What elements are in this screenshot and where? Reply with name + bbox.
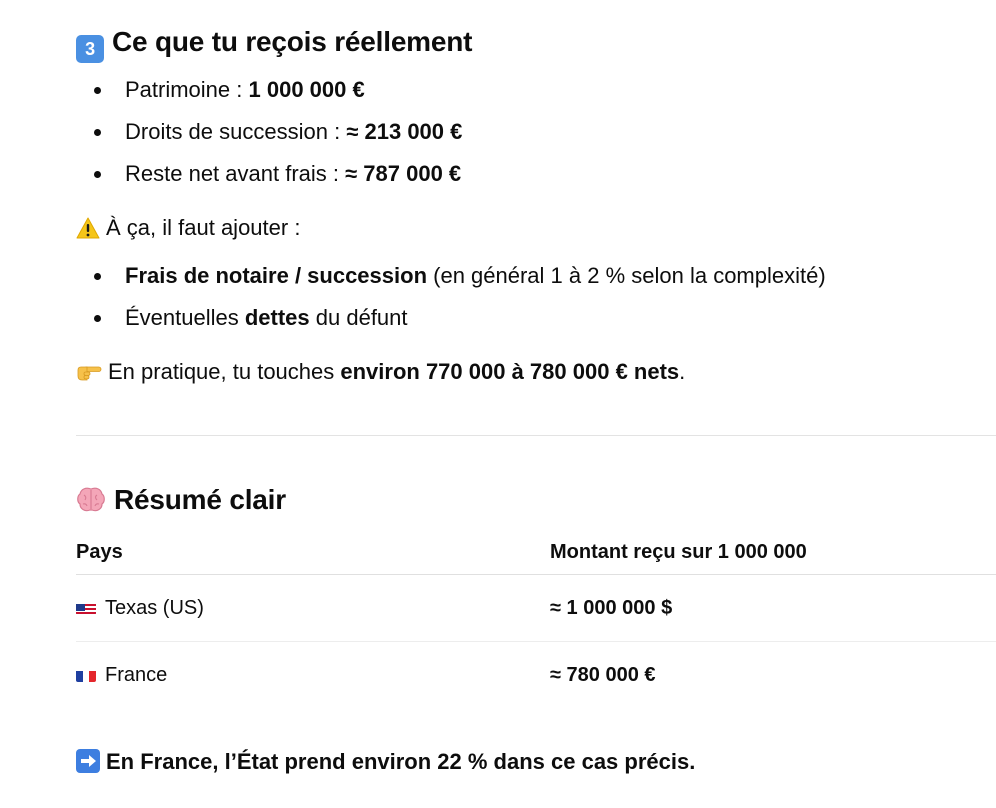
practice-paragraph: En pratique, tu touches environ 770 000 à 780 000 € nets.: [76, 356, 685, 392]
list-item: Reste net avant frais : ≈ 787 000 €: [76, 153, 462, 195]
list-item: Éventuelles dettes du défunt: [76, 297, 826, 339]
amount-value: ≈ 780 000 €: [550, 663, 656, 686]
fr-flag-icon: [76, 668, 96, 682]
amount-value: ≈ 1 000 000 $: [550, 596, 673, 619]
section-divider: [76, 435, 996, 436]
column-header-amount: Montant reçu sur 1 000 000: [550, 530, 996, 575]
right-arrow-icon: [76, 749, 100, 782]
table-header-row: [76, 530, 996, 575]
conclusion-paragraph: En France, l’État prend environ 22 % dans ce cas précis.: [76, 746, 695, 782]
additions-list: [76, 255, 826, 339]
amounts-list: [76, 69, 462, 195]
section-heading-summary: [76, 482, 286, 523]
country-name: Texas (US): [105, 596, 204, 619]
section-heading-3: [76, 24, 472, 63]
section-title: Ce que tu reçois réellement: [112, 26, 473, 57]
list-item: Frais de notaire / succession (en général 1 à 2 % selon la complexité): [76, 255, 826, 297]
keycap-3-icon: 3: [76, 35, 104, 63]
warning-paragraph: À ça, il faut ajouter :: [76, 212, 300, 248]
brain-icon: [76, 486, 106, 523]
pointing-hand-icon: [76, 360, 102, 392]
country-name: France: [105, 663, 168, 686]
warning-icon: [76, 216, 100, 248]
list-item: Patrimoine : 1 000 000 €: [76, 69, 462, 111]
table-row: [76, 642, 996, 709]
list-item: Droits de succession : ≈ 213 000 €: [76, 111, 462, 153]
summary-title: Résumé clair: [114, 484, 286, 515]
column-header-country: Pays: [76, 530, 550, 575]
table-row: [76, 575, 996, 642]
us-flag-icon: [76, 601, 96, 615]
summary-table: [76, 530, 996, 708]
